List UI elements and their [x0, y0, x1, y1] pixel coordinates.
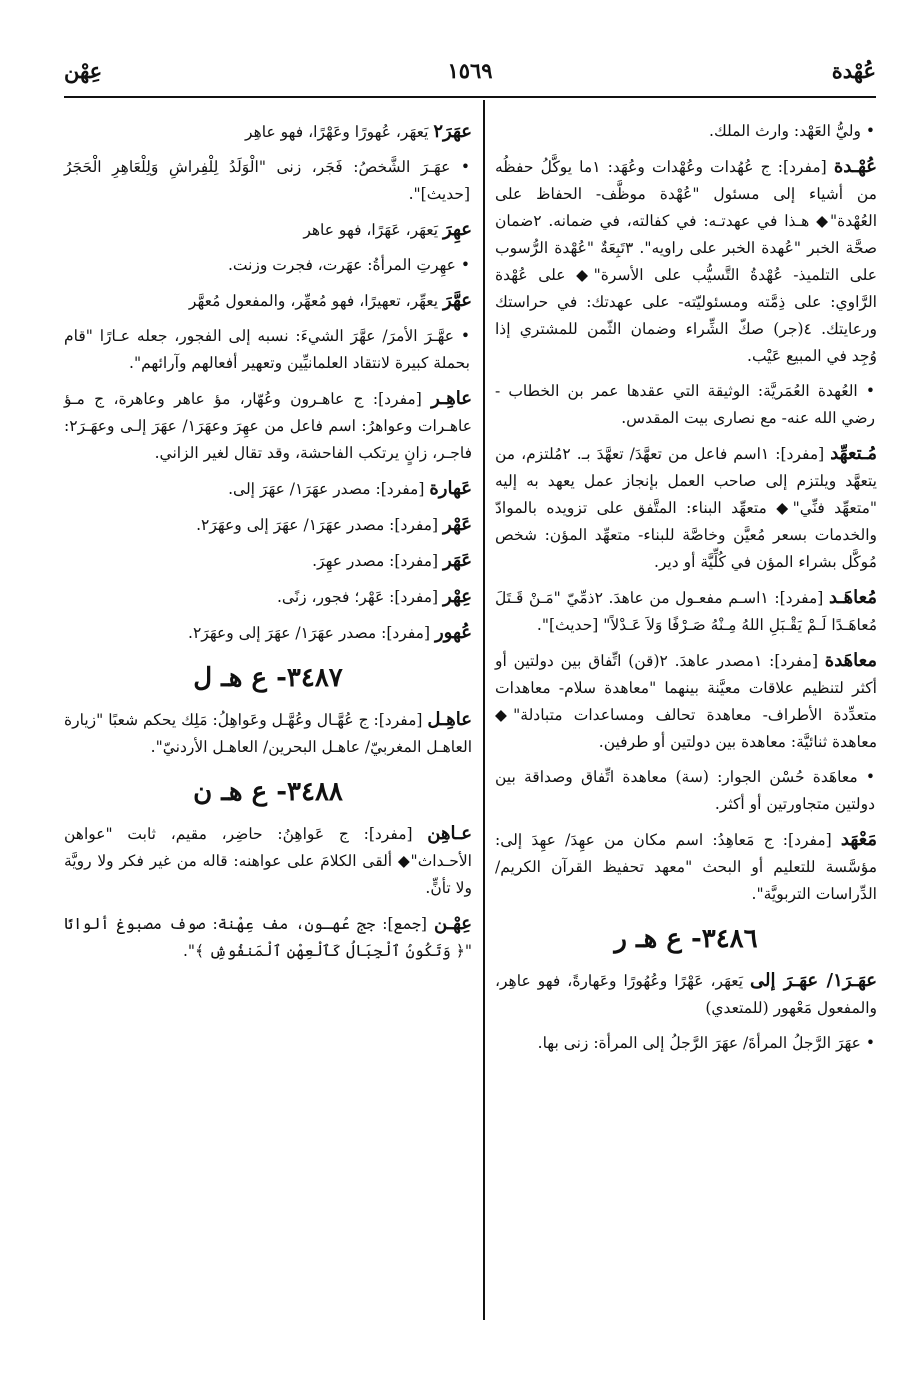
headword: مَعْهَد: [840, 829, 877, 850]
definition: يَعهَر، عَهْرًا وعُهُورًا وعَهارةً، فهو عاهِر، والمفعول مَعْهور (للمتعدي): [495, 972, 877, 1017]
definition: يَعهَر، عُهورًا وعَهْرًا، فهو عاهِر: [245, 123, 434, 141]
column-divider: [483, 100, 485, 1320]
dictionary-entry: [64, 287, 472, 315]
headword: عهَـرَ١/ عهَـرَ إلى: [750, 970, 878, 991]
headword: عَهارة: [429, 478, 472, 499]
definition: [جمع]: جج عُهـون، مف عِهْنة: صوف مصبوغ ألوانًا "﴿ وَتَكُونُ ٱلْجِبَالُ كَٱلْعِهْنِ ٱلْمَنفُوشِ ﴾".: [64, 915, 472, 960]
headword: معاهَدة: [824, 650, 877, 671]
definition: [مفرد]: ج عُهُدات وعُهْدات وعُهَد: ١ما يوكَّلُ حفظُه من أشياء إلى مسئول "عُهْدة موظَّف- الحفاظ على العُهْدة"◆ هـذا في عهدتـه: في كفالته، في ضمانه. ٢ضمان صحَّة الخبر "عُهدة الخبر على راويه". ٣تَبِعَةٌ "عُهْدة الرُّسوب على التلميذ- عُهْدةُ التَّسيُّب على الأسرة"◆ على عُهْدة الرَّاوي: على ذِمَّته ومسئوليّته- على عهدتك: في حراستك ورعايتك. ٤(جر) صكّ الشِّراء وضمان الثّمن للمشتري إذا وُجِد في المبيع عَيْب.: [495, 158, 877, 365]
dictionary-entry: [64, 619, 472, 647]
page-header: [64, 58, 876, 92]
definition: [مفرد]: ١اسم فاعل من تعهَّدَ/ تعهَّدَ بـ. ٢مُلتزم، من يتعهَّد ويلتزم إلى صاحب العمل بإنجاز عمل يعهد به إليه "متعهِّد فنِّي"◆ متعهِّد البناء: المتَّفق على تزويده بالموادّ والخدمات بسعر مُعيَّن وخاصَّة للبناء- متعهِّد المؤن: شخص مُوكَّل بشراء المؤن في كُلِّيَّة أو دير.: [495, 445, 877, 571]
definition: [مفرد]: ج عاهـرون وعُهّار، مؤ عاهر وعاهرة، ج مـؤ عاهـرات وعواهرُ: اسم فاعل من عهِرَ وعهَرَ١/ عهَرَ إلـى وعهَـرَ٢: فاجـر، زانٍ يرتكب الفاحشة، وقد تقال لغير الزاني.: [64, 390, 472, 462]
dictionary-entry: [495, 584, 877, 639]
headword: عَهْر: [443, 514, 472, 535]
dictionary-entry: [64, 475, 472, 503]
dictionary-entry: [495, 826, 877, 908]
definition: يَعهَر، عَهَرًا، فهو عاهر: [303, 221, 444, 239]
right-column: [495, 118, 877, 1065]
page-number: ١٥٦٩: [447, 58, 493, 83]
left-column: [64, 118, 472, 973]
headword: عِهْـن: [433, 913, 472, 934]
definition: [مفرد]: مصدر عهِرَ.: [312, 552, 444, 570]
dictionary-entry: [64, 820, 472, 902]
dictionary-entry: [64, 547, 472, 575]
dictionary-entry: [64, 706, 472, 761]
definition: [مفرد]: ج عُهَّـال وعُهَّـل وعَواهِلُ: مَلِك يحكم شعبًا "زيارة العاهـل المغربيّ/ عاهـل البحرين/ العاهـل الأردنيّ".: [64, 711, 472, 756]
definition: [مفرد]: ج مَعاهِدُ: اسم مكان من عهِدَ/ عهِدَ إلى: مؤسَّسة للتعليم أو البحث "معهد تحفيظ القرآن الكريم/ الدِّراسات التربويَّة".: [495, 831, 877, 903]
definition: يعهِّر، تعهيرًا، فهو مُعهِّر، والمفعول مُعهَّر: [188, 292, 444, 310]
headword: عهِرَ: [443, 219, 472, 240]
headword: عاهِـل: [427, 709, 472, 730]
definition: [مفرد]: ١اسـم مفعـول من عاهدَ. ٢ذمِّيّ "مَـنْ قَـتَلَ مُعاهَـدًا لَـمْ يَقْـبَلِ اللهُ مِـنْهُ صَـرْفًا وَلاَ عَـدْلاً" [حديث]".: [495, 589, 877, 634]
guide-word-left: عِهْن: [64, 58, 103, 83]
headword: عهَّرَ: [443, 290, 472, 311]
dictionary-entry: [495, 967, 877, 1022]
definition: [مفرد]: مصدر عهَرَ١/ عهَرَ إلى وعهَرَ٢.: [196, 516, 444, 534]
headword: عَهَر: [443, 550, 472, 571]
sub-entry: • وليُّ العَهْد: وارث الملك.: [709, 122, 875, 140]
headword: عُهْـدة: [833, 156, 878, 177]
headword: عاهِـر: [431, 388, 472, 409]
sub-entry: • عهِرتِ المرأةُ: عهَرت، فجرت وزنت.: [227, 256, 470, 274]
headword: عِهْر: [443, 586, 472, 607]
sub-entry: • عهَـرَ الشَّخصُ: فَجَر، زنى "الْوَلَدُ لِلْفِراشِ وَلِلْعَاهِرِ الْحَجَرُ [حديث]".: [64, 158, 470, 203]
root-heading: ٣٤٨٦- ع هـ ر: [614, 924, 758, 954]
dictionary-entry: [495, 440, 877, 576]
sub-entry: • عهَرَ الرَّجلُ المرأةَ/ عهَرَ الرَّجلُ إلى المرأة: زنى بها.: [537, 1034, 875, 1052]
dictionary-entry: [64, 511, 472, 539]
headword: مُـتعهِّد: [830, 443, 877, 464]
root-heading: ٣٤٨٨- ع هـ ن: [193, 777, 343, 807]
dictionary-entry: [64, 583, 472, 611]
headword: عـاهِن: [427, 823, 472, 844]
dictionary-entry: [495, 647, 877, 756]
sub-entry: • العُهدة العُمَريَّة: الوثيقة التي عقدها عمر بن الخطاب - رضي الله عنه- مع نصارى بيت المقدس.: [495, 382, 875, 427]
dictionary-entry: [495, 153, 877, 370]
guide-word-right: عُهْدة: [831, 58, 876, 83]
definition: [مفرد]: ج عَواهِنُ: حاضِر، مقيم، ثابت "عواهن الأحـداث"◆ ألقى الكلامَ على عواهنه: قاله من غير فكر ولا رويَّة ولا تأنٍّ.: [64, 825, 472, 897]
definition: [مفرد]: مصدر عهَرَ١/ عهَرَ إلى وعهَرَ٢.: [188, 624, 435, 642]
definition: [مفرد]: ١مصدر عاهدَ. ٢(قن) اتِّفاق بين دولتين أو أكثر لتنظيم علاقات معيَّنة بينهما "معاهدة سلام- معاهدات متعدِّدة الأطراف- معاهدة تحالف ومساعدات متبادلة"◆ معاهدة ثنائيَّة: معاهدة بين دولتين أو طرفين.: [495, 652, 877, 751]
definition: [مفرد]: عَهْر؛ فجور، زنًى.: [276, 588, 444, 606]
headword: عُهور: [434, 622, 472, 643]
headword: عهَرَ٢: [433, 121, 472, 142]
dictionary-entry: [64, 910, 472, 965]
headword: مُعاهَـد: [828, 587, 877, 608]
sub-entry: • عهَّـرَ الأمرَ/ عهَّرَ الشيءَ: نسبه إلى الفجور، جعله عـارًا "قام بحملة كبيرة لانتقاد العلمانيِّين وتعهير أفعالهم وآرائهم".: [64, 327, 470, 372]
root-heading: ٣٤٨٧- ع هـ ل: [193, 663, 343, 693]
dictionary-entry: [64, 385, 472, 467]
dictionary-entry: [64, 216, 472, 244]
dictionary-entry: [64, 118, 472, 146]
sub-entry: • معاهَدة حُسْن الجوار: (سة) معاهدة اتِّفاق وصداقة بين دولتين متجاورتين أو أكثر.: [495, 768, 875, 813]
definition: [مفرد]: مصدر عهَرَ١/ عهَرَ إلى.: [228, 480, 430, 498]
header-rule: [64, 96, 876, 98]
